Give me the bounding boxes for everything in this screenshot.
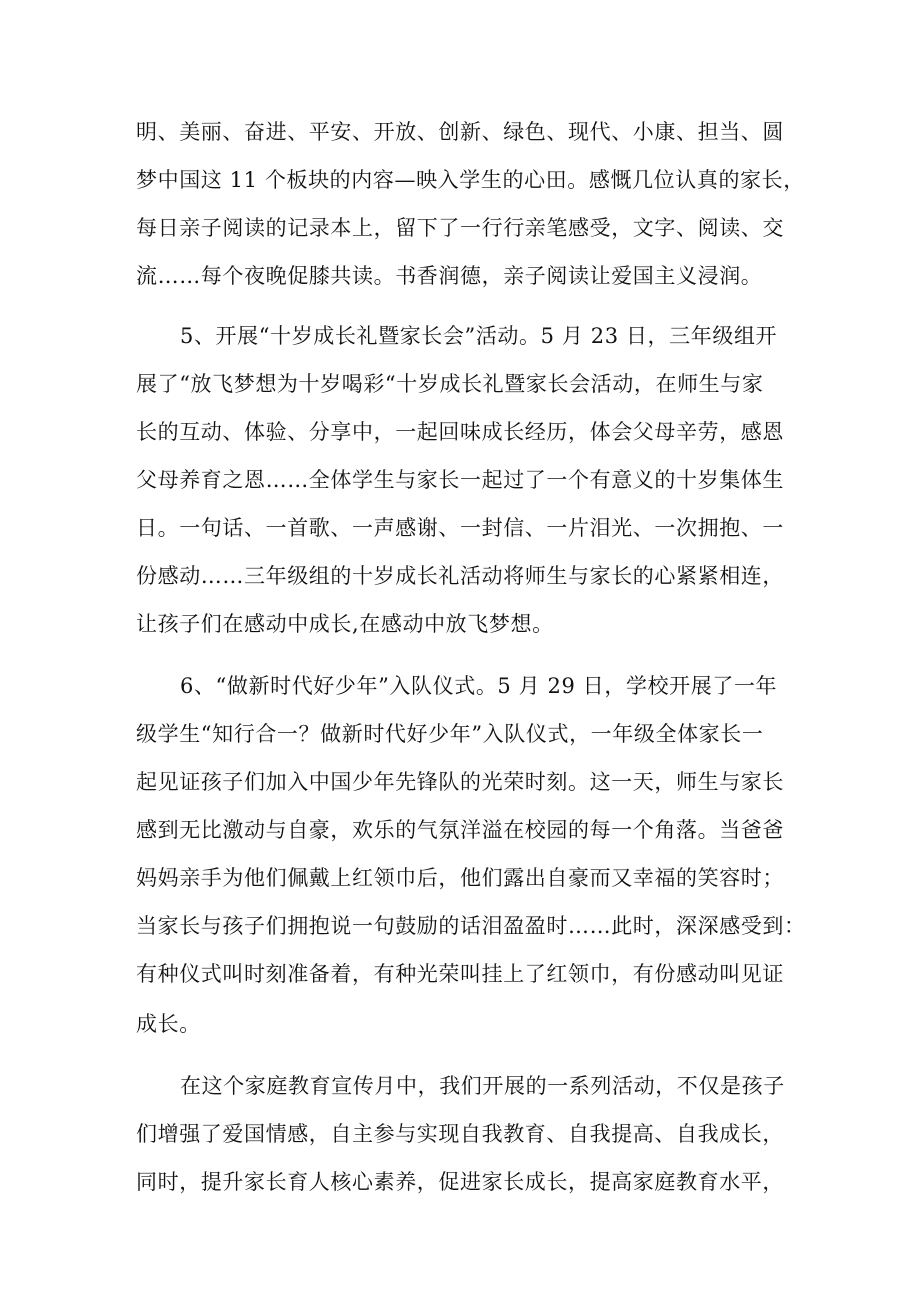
paragraph-line: 同时，提升家长育人核心素养，促进家长成长，提高家庭教育水平， — [136, 1170, 784, 1194]
paragraph-line: 妈妈亲手为他们佩戴上红领巾后，他们露出自豪而又幸福的笑容时； — [136, 866, 784, 890]
paragraph-line: 长的互动、体验、分享中，一起回味成长经历，体会父母辛劳，感恩 — [136, 420, 784, 444]
paragraph-line: 展了“放飞梦想为十岁喝彩“十岁成长礼暨家长会活动，在师生与家 — [136, 372, 764, 396]
paragraph-line: 当家长与孩子们拥抱说一句鼓励的话泪盈盈时……此时，深深感受到： — [136, 914, 806, 938]
paragraph-line: 级学生“知行合一？做新时代好少年”入队仪式，一年级全体家长一 — [136, 722, 764, 746]
paragraph-line: 起见证孩子们加入中国少年先锋队的光荣时刻。这一天，师生与家长 — [136, 770, 784, 794]
paragraph-line: 梦中国这 11 个板块的内容—映入学生的心田。感慨几位认真的家长， — [136, 168, 805, 192]
paragraph-line: 在这个家庭教育宣传月中，我们开展的一系列活动，不仅是孩子 — [180, 1074, 785, 1098]
paragraph-line: 让孩子们在感动中成长,在感动中放飞梦想。 — [136, 612, 554, 636]
paragraph-line: 明、美丽、奋进、平安、开放、创新、绿色、现代、小康、担当、圆 — [136, 120, 784, 144]
paragraph-line: 流……每个夜晚促膝共读。书香润德，亲子阅读让爱国主义浸润。 — [136, 264, 763, 288]
paragraph-line: 们增强了爱国情感，自主参与实现自我教育、自我提高、自我成长， — [136, 1122, 784, 1146]
paragraph-line: 5、开展“十岁成长礼暨家长会”活动。5 月 23 日，三年级组开 — [180, 324, 778, 348]
paragraph-line: 有种仪式叫时刻准备着，有种光荣叫挂上了红领巾，有份感动叫见证 — [136, 962, 784, 986]
paragraph-line: 父母养育之恩……全体学生与家长一起过了一个有意义的十岁集体生 — [136, 468, 784, 492]
paragraph-line: 份感动……三年级组的十岁成长礼活动将师生与家长的心紧紧相连， — [136, 564, 784, 588]
paragraph-line: 日。一句话、一首歌、一声感谢、一封信、一片泪光、一次拥抱、一 — [136, 516, 784, 540]
paragraph-line: 成长。 — [136, 1012, 201, 1036]
paragraph-line: 每日亲子阅读的记录本上，留下了一行行亲笔感受，文字、阅读、交 — [136, 216, 784, 240]
paragraph-line: 6、“做新时代好少年”入队仪式。5 月 29 日，学校开展了一年 — [180, 674, 778, 698]
paragraph-line: 感到无比激动与自豪，欢乐的气氛洋溢在校园的每一个角落。当爸爸 — [136, 818, 784, 842]
